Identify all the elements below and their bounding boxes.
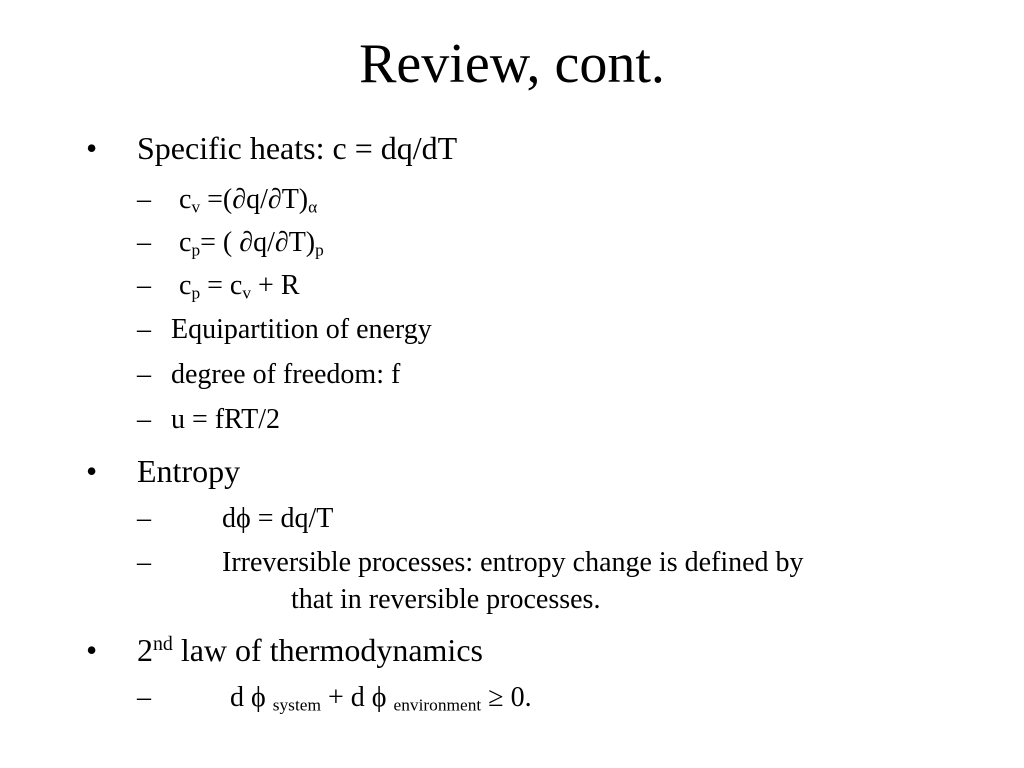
item-irreversible: Irreversible processes: entropy change is defined by [222, 547, 804, 578]
formula-cp-cv-r: $c_p = c_v + R$ [179, 270, 300, 303]
slide-title: Review, cont. [359, 33, 665, 95]
bullet-text-specific-heats: Specific heats: c = dq/dT [137, 130, 458, 166]
bullet: • [86, 632, 98, 668]
dash: – [137, 314, 151, 345]
dash: – [137, 682, 151, 713]
dash: – [137, 503, 151, 534]
dash: – [137, 227, 151, 258]
bullet: • [86, 130, 98, 166]
dash: – [137, 184, 151, 215]
item-irreversible-continued: that in reversible processes. [291, 584, 601, 615]
bullet-text-entropy: Entropy [137, 453, 241, 489]
bullet: • [86, 453, 98, 489]
item-equipartition: Equipartition of energy [171, 314, 432, 345]
formula-second-law: d ϕ $_{system}$ + d ϕ $_{environment}$ ≥ 0. [230, 682, 532, 715]
formula-cp: $c_p=$ ( $\partial q/\partial T)_p$ [179, 227, 324, 260]
dash: – [137, 359, 151, 390]
dash: – [137, 547, 151, 578]
item-entropy-definition: dϕ = dq/T [222, 503, 334, 534]
item-degree-of-freedom: degree of freedom: f [171, 359, 401, 390]
formula-cv: $c_v =(\partial q/\partial T)_\alpha$ [179, 184, 318, 217]
bullet-text-second-law: 2nd law of thermodynamics [137, 632, 483, 668]
dash: – [137, 270, 151, 301]
dash: – [137, 404, 151, 435]
item-u-formula: u = fRT/2 [171, 404, 280, 435]
